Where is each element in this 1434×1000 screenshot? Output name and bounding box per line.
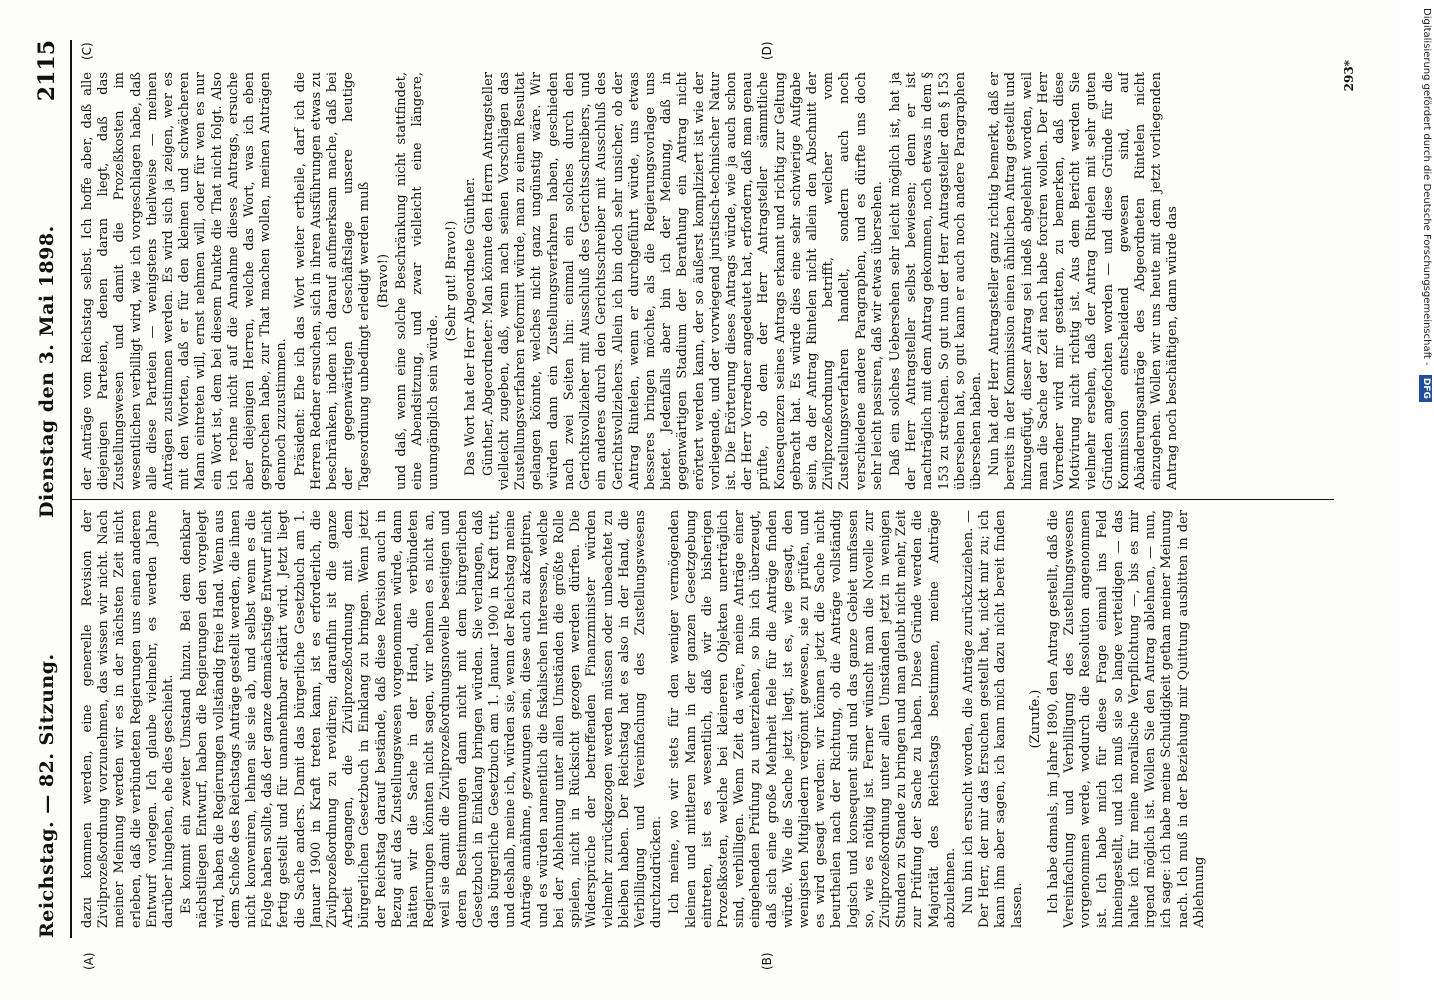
digitization-credit [1418,8,1434,1000]
column-divider [72,499,1334,500]
interjection: (Sehr gut! Bravo!) [444,220,460,342]
signature-mark: 293* [1342,60,1356,92]
speaker-paragraph: Günther, Abgeordneter: Man könnte den Herrn Antragsteller vielleicht zugeben, daß, wenn nach seinen Vorschlägen das Zustellungsverfahren reformirt würde, man zu einem Resultat gelangen könnte, welches nicht ganz ungünstig wäre. Wir würden dann ein Zustellungsverfahren haben, geschieden nach zwei Seiten hin: einmal ein solches durch den Gerichtsvollzieher mit Ausschluß des Gerichtsschreibers, und ein anderes durch den Gerichtsschreiber mit Ausschluß des Gerichtsvollziehers. Allein ich bin doch sehr unsicher, ob der Antrag Rintelen, wenn er durchgeführt würde, uns etwas besseres bringen möchte, als die Regierungsvorlage uns bietet. Jedenfalls aber bin ich der Meinung, daß in gegenwärtigen Stadium der Berathung ein Antrag nicht erörtert werden kann, der so äußerst kompliziert ist wie der vorliegende, und der vorwiegend juristisch-technischer Natur ist. Die Erörterung dieses Antrags würde, wie ja auch schon der Herr Vorredner angedeutet hat, erfordern, daß man genau prüfte, ob dem der Herr Antragsteller sämmtliche Konsequenzen seines Antrags erkannt und richtig zur Geltung gebracht hat. Es würde dies eine sehr schwierige Aufgabe sein, da der Antrag Rintelen nicht allein den Abschnitt der Zivilprozeßordnung betrifft, welcher vom Zustellungsverfahren handelt, sondern auch noch verschiedene andere Paragraphen, und es dürfte uns doch sehr leicht passiren, daß wir etwas übersehen. [480,72,885,490]
margin-letter-d: (D) [760,41,774,60]
margin-letter-a: (A) [82,952,96,970]
paragraph: Es kommt ein zweiter Umstand hinzu. Bei dem denkbar nächstliegen Entwurf, haben die Regierungen den vorgelegt wird, haben die Regierungen vollständig freie Hand. Wenn aus dem Schoße des Reichstags Anträge gestellt werden, die ihnen nicht konveniren, lehnen sie sie ab, und selbst wenn es die Folge haben sollte, daß der ganze demnächstige Entwurf nicht fertig gestellt und für unannehmbar erklärt wird. Jetzt liegt die Sache anders. Damit das bürgerliche Gesetzbuch am 1. Januar 1900 in Kraft treten kann, ist es erforderlich, die Zivilprozeßordnung zu revidiren; daraufhin ist die ganze Arbeit gegangen, die Zivilprozeßordnung mit dem bürgerlichen Gesetzbuch in Einklang zu bringen. Wenn jetzt der Reichstag darauf bestände, daß diese Revision auch in Bezug auf das Zustellungswesen vorgenommen würde, dann hätten wir die Sache in der Hand, die verbündeten Regierungen könnten nicht sagen, wir nehmen es nicht an, weil sie damit die Zivilprozeßordnungsnovelle beseitigen und deren Bestimmungen dann nicht mit dem bürgerlichen Gesetzbuch in Einklang bringen würden. Sie verlangen, daß das bürgerliche Gesetzbuch am 1. Januar 1900 in Kraft tritt, und deshalb, meine ich, würden sie, wenn der Reichstag meine Anträge annähme, gezwungen sein, diese auch zu akzeptiren, und es würden namentlich die fiskalischen Interessen, welche bei der Ablehnung unter allen Umständen die größte Rolle spielen, nicht in Rücksicht gezogen werden dürfen. Die Widersprüche der betreffenden Finanzminister würden vielmehr zurückgezogen werden müssen oder unbeachtet zu bleiben haben. Der Reichstag hat es also in der Hand, die Verbilligung und Vereinfachung des Zustellungswesens durchzudrücken. [179,510,665,928]
right-column [80,72,1340,490]
paragraph: Das Wort hat der Herr Abgeordnete Günther. [462,177,478,476]
paragraph: Nun hat der Herr Antragsteller ganz richtig bemerkt, daß er bereits in der Kommission einen ähnlichen Antrag gestellt und hinzugefügt, dieser Antrag sei indeß abgelehnt worden, weil man die Sache der Zeit nach habe forciren wollen. Der Herr Vorredner wird mir gestatten, zu bemerken, daß diese Motivirung nicht richtig ist. Aus dem Bericht werden Sie vielmehr ersehen, daß der Antrag Rintelen mit sehr guten Gründen angefochten worden — und diese Gründe für die Kommission entscheidend gewesen sind, auf Abänderungsanträge des Abgeordneten Rintelen nicht einzugehen. Wollen wir uns heute mit dem jetzt vorliegenden Antrag noch beschäftigen, dann würde das [987,72,1181,490]
header-date: Dienstag den 3. Mai 1898. [36,225,58,518]
paragraph: Daß ein solches Uebersehen sehr leicht möglich ist, hat ja der Herr Antragsteller selbst bewiesen; denn er ist nachträglich mit dem Antrag gekommen, noch etwas in dem § 153 zu streichen. So gut nun der Herr Antragsteller den § 153 übersehen hat, so gut kann er auch noch andere Paragraphen übersehen haben. [887,72,984,490]
paragraph: der Anträge vom Reichstag selbst. Ich hoffe aber, daß alle diejenigen Parteien, denen daran liegt, daß das Zustellungswesen und damit die Prozeßkosten im wesentlichen verbilligt wird, wie ich vorgeschlagen habe, daß alle diese Parteien — wenigstens theilweise — meinen Anträgen zustimmen werden. Es wird sich ja zeigen, wer es mit den Worten, daß er für den kleinen und schwächeren Mann eintreten will, ernst nehmen will, oder für wen es nur ein Wort ist, dem bei diesem Punkte die That nicht folgt. Also ich rechne nicht auf die Annahme dieses Antrags, ersuche aber diejenigen Herren, welche das Wort, was ich eben gesprochen habe, zur That machen wollen, meinen Anträgen dennoch zuzustimmen. [80,72,290,490]
paragraph: Ich habe damals, im Jahre 1890, den Antrag gestellt, daß die Vereinfachung und Verbilligung des Zustellungswesens vorgenommen werde, wodurch die Resolution angenommen ist. Ich habe mich für diese Frage einmal ins Feld hineingestellt, und ich muß sie so lange verteidigen — das halte ich für meine moralische Verpflichtung —, bis es mir irgend möglich ist. Wollen Sie den Antrag ablehnen, — nun, ich sage: ich habe meine Schuldigkeit gethan meiner Meinung nach. Ich muß in der Beziehung mir Quittung ausbitten in der Ablehnung [1045,510,1207,928]
speaker-paragraph: Präsident: Ehe ich das Wort weiter ertheile, darf ich die Herren Redner ersuchen, sich in ihren Ausführungen etwas zu beschränken, indem ich darauf aufmerksam mache, daß bei der gegenwärtigen Geschäftslage unsere heutige Tagesordnung unbedingt erledigt werden muß [292,72,373,490]
paragraph: Ich meine, wo wir stets für den weniger vermögenden kleinen und mittleren Mann in der ganzen Gesetzgebung eintreten, ist es wesentlich, daß wir die bisherigen Prozeßkosten, welche bei kleineren Objekten unerträglich sind, verbilligen. Wenn Zeit da wäre, meine Anträge einer eingehenden Prüfung zu unterziehen, so bin ich überzeugt, daß sich eine große Mehrheit fiele für die Anträge finden würde. Wie die Sache jetzt liegt, ist es, wie gesagt, den wenigsten Mitgliedern vergönnt gewesen, sie zu prüfen, und es wird gesagt werden: wir können jetzt die Sache nicht beurtheilen nach der Richtung, ob die Anträge vollständig logisch und konsequent sind und das ganze Gebiet umfassen so, wie es nöthig ist. Ferner wünscht man die Novelle zur Zivilprozeßordnung unter allen Umständen jetzt in wenigen Stunden zu Stande zu bringen und man glaubt nicht mehr, Zeit zur Prüfung der Sache zu haben. Diese Gründe werden die Majorität des Reichstags bestimmen, meine Anträge abzulehnen. [667,510,958,928]
page-number: 2115 [34,40,60,102]
header-title: Reichstag. — 82. Sitzung. [36,653,58,938]
header-rule [70,40,72,938]
margin-letter-c: (C) [80,42,94,60]
margin-letter-b: (B) [760,952,774,970]
interjection: (Zurufe.) [1027,689,1043,749]
page-header [28,40,68,938]
paragraph: Nun bin ich ersucht worden, die Anträge zurückzuziehen. — Der Herr, der mir das Ersuchen gestellt hat, nickt mir zu; ich kann ihm aber sagen, ich kann mich dazu nicht bereit finden lassen. [960,510,1025,928]
dfg-logo: DFG [1419,375,1432,402]
left-column [80,510,1340,928]
paragraph: dazu kommen werden, eine generelle Revision der Zivilprozeßordnung vorzunehmen, das wissen wir nicht. Nach meiner Meinung werden wir es in der nächsten Zeit nicht erleben, daß die verbündeten Regierungen uns einen anderen Entwurf vorlegen. Ich glaube vielmehr, es werden Jahre darüber hingehen, ehe dies geschieht. [80,510,177,928]
paragraph: und daß, wenn eine solche Beschränkung nicht stattfindet, eine Abendsitzung, und zwar vielleicht eine längere, unumgänglich sein würde. [393,72,442,490]
credit-text: Digitalisierung gefördert durch die Deutsche Forschungsgemeinschaft - [1421,8,1432,366]
interjection: (Bravo!) [375,253,391,309]
